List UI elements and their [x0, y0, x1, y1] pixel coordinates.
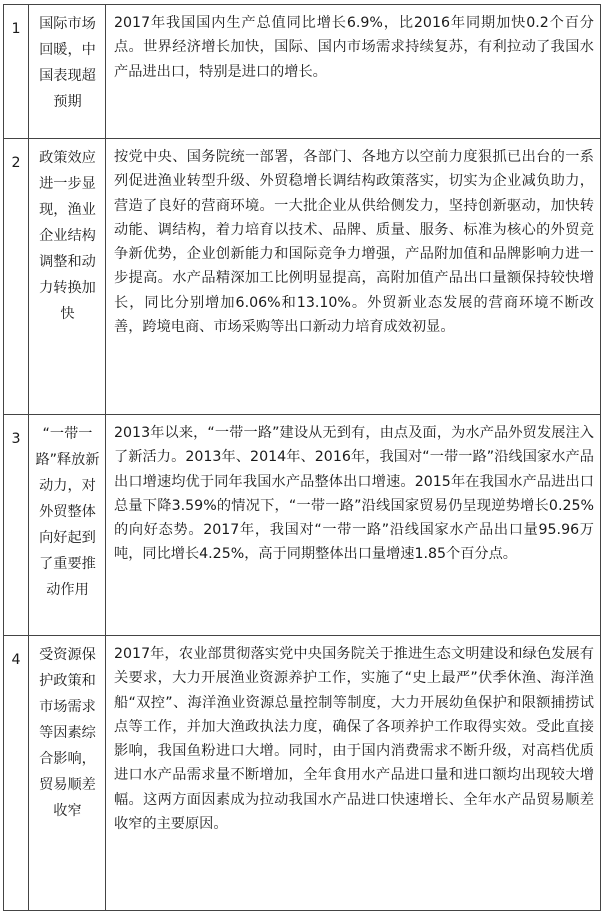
table-row	[4, 415, 601, 636]
table-row	[4, 139, 601, 415]
row-content: 按党中央、国务院统一部署，各部门、各地方以空前力度狠抓已出台的一系列促进渔业转型升级、外贸稳增长调结构政策落实，切实为企业减负助力，营造了良好的营商环境。一大批企业从供给侧发力，坚持创新驱动，加快转动能、调结构，着力培育以技术、品牌、质量、服务、标准为核心的外贸竞争新优势，企业创新能力和国际竞争力增强，产品附加值和品牌影响力进一步提高。水产品精深加工比例明显提高，高附加值产品出口量额保持较快增长，同比分别增加6.06%和13.10%。外贸新业态发展的营商环境不断改善，跨境电商、市场采购等出口新动力培育成效初显。	[106, 139, 601, 415]
row-content: 2013年以来，“一带一路”建设从无到有，由点及面，为水产品外贸发展注入了新活力。2013年、2014年、2016年，我国对“一带一路”沿线国家水产品出口增速均优于同年我国水产品整体出口增速。2015年在我国水产品进出口总量下降3.59%的情况下，“一带一路”沿线国家贸易仍呈现逆势增长0.25%的向好态势。2017年，我国对“一带一路”沿线国家水产品出口量95.96万吨，同比增长4.25%，高于同期整体出口量增速1.85个百分点。	[106, 415, 601, 636]
row-number: 4	[4, 636, 29, 911]
table-row	[4, 5, 601, 139]
row-heading: “一带一路”释放新动力，对外贸整体向好起到了重要推动作用	[29, 415, 106, 636]
row-number: 3	[4, 415, 29, 636]
row-content: 2017年，农业部贯彻落实党中央国务院关于推进生态文明建设和绿色发展有关要求，大力开展渔业资源养护工作，实施了“史上最严”伏季休渔、海洋渔船“双控”、海洋渔业资源总量控制等制度，大力开展幼鱼保护和限额捕捞试点等工作，并加大渔政执法力度，确保了各项养护工作取得实效。受此直接影响，我国鱼粉进口大增。同时，由于国内消费需求不断升级，对高档优质进口水产品需求量不断增加，全年食用水产品进口量和进口额均出现较大增幅。这两方面因素成为拉动我国水产品进口快速增长、全年水产品贸易顺差收窄的主要原因。	[106, 636, 601, 911]
row-heading: 受资源保护政策和市场需求等因素综合影响，贸易顺差收窄	[29, 636, 106, 911]
row-heading: 政策效应进一步显现，渔业企业结构调整和动力转换加快	[29, 139, 106, 415]
document-table	[3, 4, 601, 911]
row-number: 2	[4, 139, 29, 415]
table-row	[4, 636, 601, 911]
row-heading: 国际市场回暖，中国表现超预期	[29, 5, 106, 139]
row-content: 2017年我国国内生产总值同比增长6.9%，比2016年同期加快0.2个百分点。世界经济增长加快，国际、国内市场需求持续复苏，有利拉动了我国水产品进出口，特别是进口的增长。	[106, 5, 601, 139]
row-number: 1	[4, 5, 29, 139]
